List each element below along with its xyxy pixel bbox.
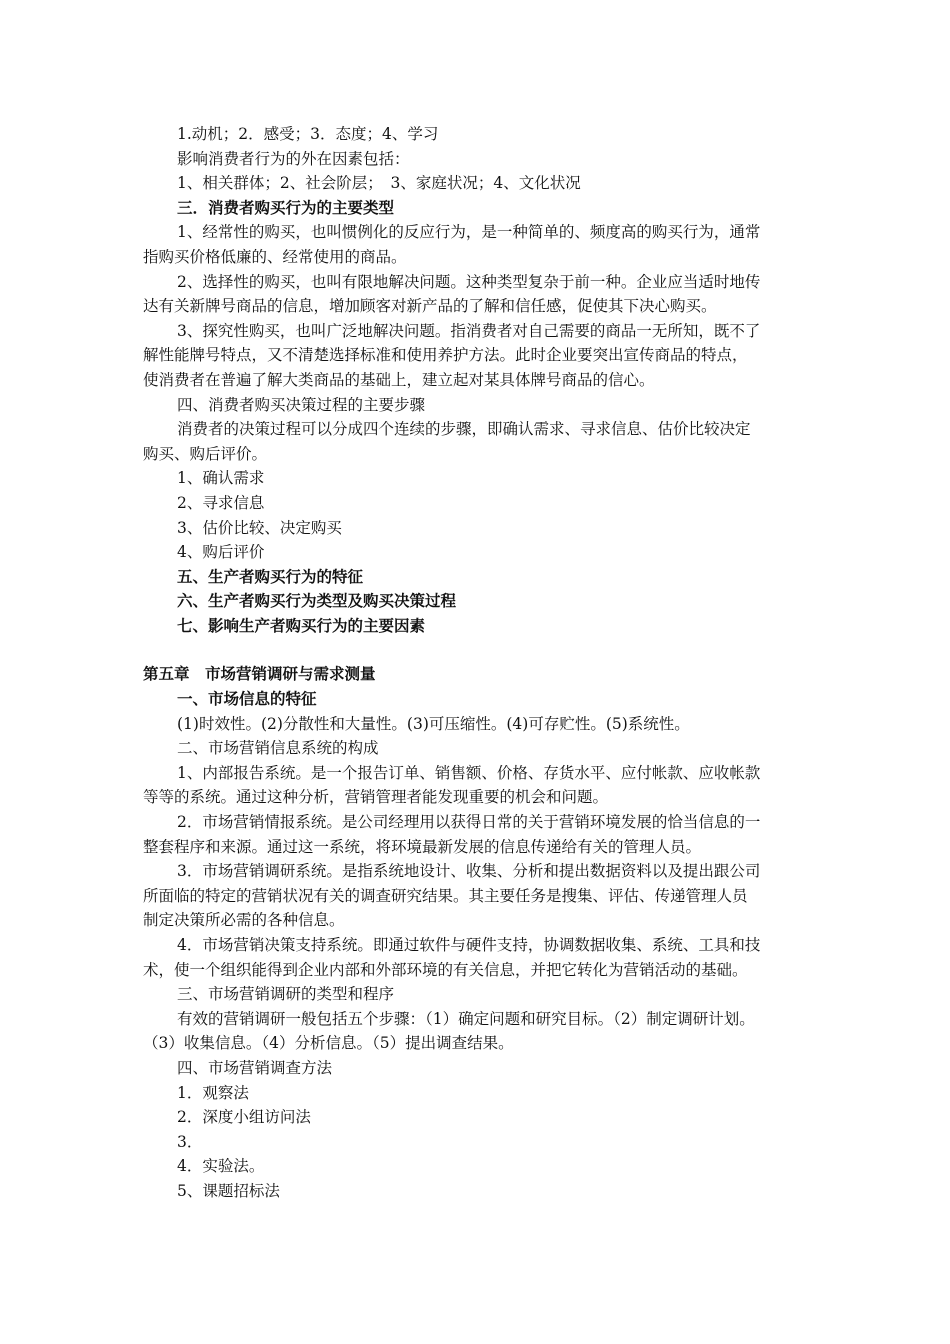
line-external-factors-list: 1、相关群体；2、社会阶层； 3、家庭状况；4、文化状况 <box>177 174 581 193</box>
list-item-seek-info: 2、寻求信息 <box>177 493 265 512</box>
paragraph-internal-report-line1: 1、内部报告系统。是一个报告订单、销售额、价格、存货水平、应付帐款、应收帐款 <box>177 763 761 782</box>
list-item-experiment: 4．实验法。 <box>177 1157 265 1176</box>
heading-survey-methods: 四、市场营销调查方法 <box>177 1058 333 1077</box>
paragraph-exploratory-purchase-line3: 使消费者在普遍了解大类商品的基础上，建立起对某具体牌号商品的信心。 <box>143 370 655 389</box>
paragraph-decision-process-line1: 消费者的决策过程可以分成四个连续的步骤，即确认需求、寻求信息、估价比较决定 <box>177 420 751 439</box>
heading-decision-steps: 四、消费者购买决策过程的主要步骤 <box>177 395 426 414</box>
heading-purchase-types: 三．消费者购买行为的主要类型 <box>177 197 395 217</box>
heading-producer-features: 五、生产者购买行为的特征 <box>177 566 364 586</box>
paragraph-decision-support-line1: 4．市场营销决策支持系统。即通过软件与硬件支持，协调数据收集、系统、工具和技 <box>177 936 761 954</box>
list-item-post-purchase: 4、购后评价 <box>177 543 265 562</box>
paragraph-decision-support-line2: 术，使一个组织能得到企业内部和外部环境的有关信息，并把它转化为营销活动的基础。 <box>143 960 748 979</box>
heading-producer-factors: 七、影响生产者购买行为的主要因素 <box>177 615 426 635</box>
heading-info-system: 二、市场营销信息系统的构成 <box>177 739 379 758</box>
heading-market-info-features: 一、市场信息的特征 <box>177 689 317 709</box>
paragraph-selective-purchase-line1: 2、选择性的购买，也叫有限地解决问题。这种类型复杂于前一种。企业应当适时地传 <box>177 272 761 291</box>
heading-producer-types: 六、生产者购买行为类型及购买决策过程 <box>177 591 457 611</box>
line-external-factors-intro: 影响消费者行为的外在因素包括： <box>177 149 410 168</box>
line-consumer-internal-factors: 1.动机；2．感受；3．态度；4、学习 <box>177 125 439 143</box>
list-item-tender: 5、课题招标法 <box>177 1181 280 1200</box>
paragraph-exploratory-purchase-line2: 解性能牌号特点，又不清楚选择标准和使用养护方法。此时企业要突出宣传商品的特点， <box>143 346 748 365</box>
list-item-confirm-need: 1、确认需求 <box>177 469 265 488</box>
paragraph-decision-process-line2: 购买、购后评价。 <box>143 444 268 463</box>
paragraph-research-system-line1: 3．市场营销调研系统。是指系统地设计、收集、分析和提出数据资料以及提出跟公司 <box>177 862 761 881</box>
list-item-empty-3: 3． <box>177 1132 203 1151</box>
paragraph-research-system-line3: 制定决策所必需的各种信息。 <box>143 911 345 930</box>
paragraph-routine-purchase-line1: 1、经常性的购买，也叫惯例化的反应行为，是一种简单的、频度高的购买行为，通常 <box>177 223 761 242</box>
paragraph-research-steps-line1: 有效的营销调研一般包括五个步骤：（1）确定问题和研究目标。（2）制定调研计划。 <box>177 1009 755 1028</box>
paragraph-exploratory-purchase-line1: 3、探究性购买，也叫广泛地解决问题。指消费者对自己需要的商品一无所知，既不了 <box>177 321 761 340</box>
paragraph-intelligence-line1: 2．市场营销情报系统。是公司经理用以获得日常的关于营销环境发展的恰当信息的一 <box>177 813 761 832</box>
paragraph-intelligence-line2: 整套程序和来源。通过这一系统，将环境最新发展的信息传递给有关的管理人员。 <box>143 837 702 856</box>
chapter-title: 第五章 市场营销调研与需求测量 <box>143 664 376 684</box>
paragraph-routine-purchase-line2: 指购买价格低廉的、经常使用的商品。 <box>143 247 407 266</box>
paragraph-internal-report-line2: 等等的系统。通过这种分析，营销管理者能发现重要的机会和问题。 <box>143 788 609 807</box>
list-item-focus-group: 2．深度小组访问法 <box>177 1108 311 1127</box>
paragraph-research-steps-line2: （3）收集信息。（4）分析信息。（5）提出调查结果。 <box>143 1034 514 1053</box>
paragraph-selective-purchase-line2: 达有关新牌号商品的信息，增加顾客对新产品的了解和信任感，促使其下决心购买。 <box>143 297 717 316</box>
document-page <box>143 122 823 1204</box>
list-item-evaluate-decide: 3、估价比较、决定购买 <box>177 518 342 537</box>
line-info-features-list: (1)时效性。(2)分散性和大量性。(3)可压缩性。(4)可存贮性。(5)系统性。 <box>177 714 690 733</box>
list-item-observation: 1．观察法 <box>177 1083 249 1102</box>
heading-research-types: 三、市场营销调研的类型和程序 <box>177 985 395 1004</box>
section-gap <box>143 638 823 662</box>
paragraph-research-system-line2: 所面临的特定的营销状况有关的调查研究结果。其主要任务是搜集、评估、传递管理人员 <box>143 886 748 905</box>
